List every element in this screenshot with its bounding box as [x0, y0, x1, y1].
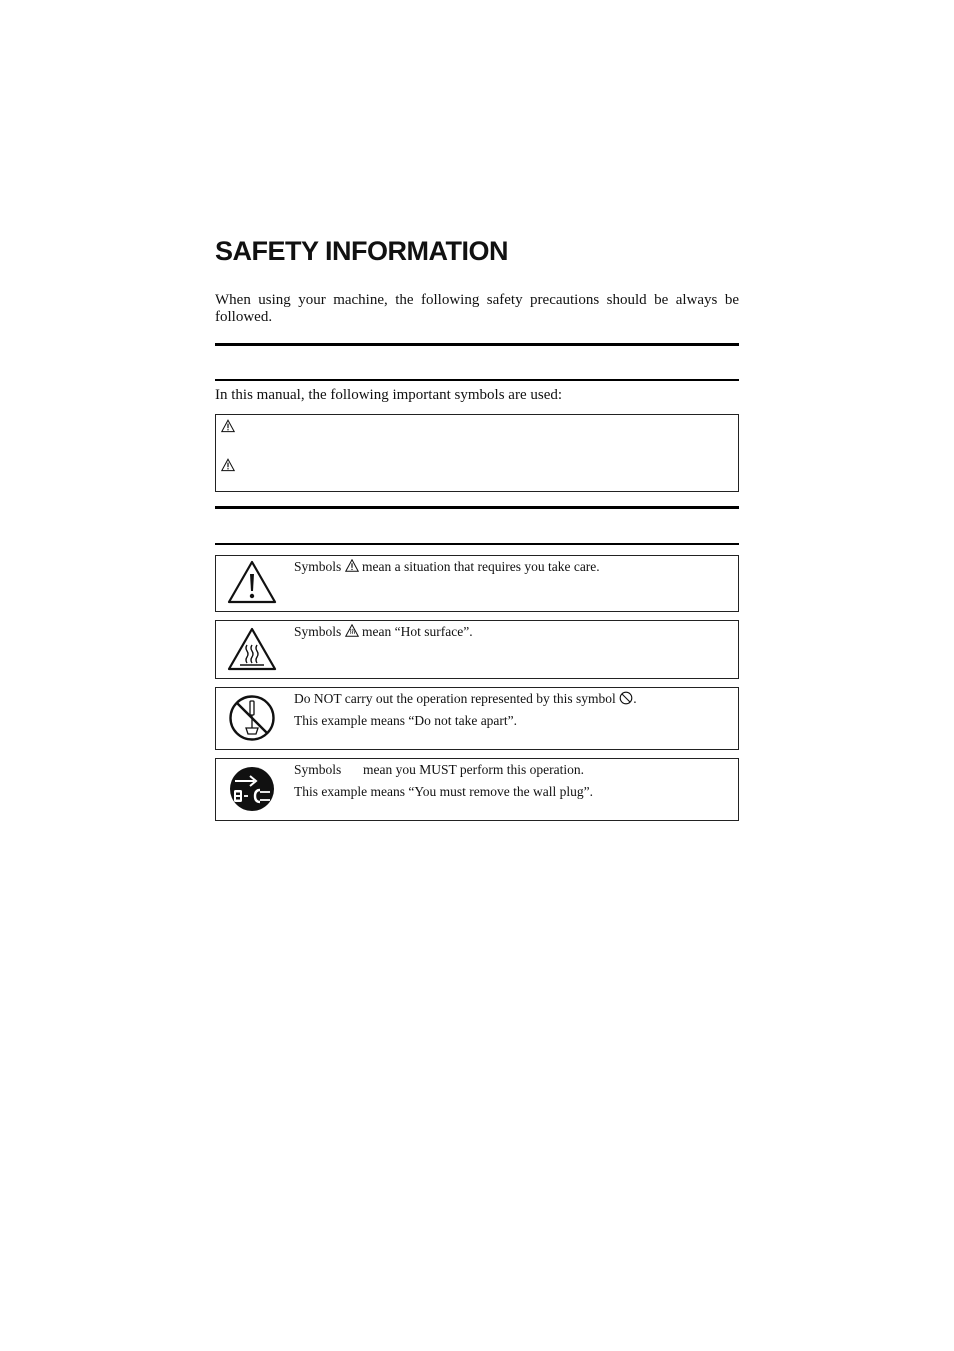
symbol-row-prohibition [215, 687, 739, 750]
symbol-row-mandatory [215, 758, 739, 821]
symbols-lead-text: In this manual, the following important symbols are used: [215, 387, 563, 403]
symbol-text: Do NOT carry out the operation represented by this symbol [294, 691, 616, 706]
symbol-description [294, 621, 734, 643]
section-divider-thick [215, 343, 739, 346]
section-divider-thick [215, 506, 739, 509]
signal-words-box [215, 414, 739, 492]
prohibition-small-icon [619, 691, 633, 705]
symbol-example-text: This example means “Do not take apart”. [294, 713, 518, 728]
symbol-text: Symbols [294, 559, 342, 574]
warning-triangle-icon [345, 559, 359, 572]
symbol-text: mean you MUST perform this operation. [363, 762, 584, 777]
section-divider-thin [215, 543, 739, 545]
symbol-text: . [633, 691, 637, 706]
symbol-text: mean a situation that requires you take care. [362, 559, 600, 574]
symbol-row-hot-surface [215, 620, 739, 679]
symbol-description [294, 688, 734, 732]
hot-surface-triangle-icon [226, 625, 278, 677]
symbol-description [294, 556, 734, 578]
symbol-text: Symbols [294, 624, 342, 639]
section-divider-thin [215, 379, 739, 381]
symbol-example-text: This example means “You must remove the wall plug”. [294, 784, 593, 799]
warning-triangle-icon [221, 419, 235, 433]
intro-paragraph: When using your machine, the following safety precautions should be always be followed. [215, 292, 739, 325]
symbol-text: Symbols [294, 762, 342, 777]
remove-wall-plug-icon [226, 763, 278, 815]
caution-exclamation-triangle-icon [226, 558, 278, 610]
page-title: SAFETY INFORMATION [215, 236, 508, 266]
warning-triangle-icon [221, 458, 235, 472]
hot-surface-small-icon [345, 624, 359, 637]
symbol-row-caution [215, 555, 739, 612]
no-disassembly-icon [226, 692, 278, 744]
symbol-description [294, 759, 734, 803]
symbol-text: mean “Hot surface”. [362, 624, 473, 639]
